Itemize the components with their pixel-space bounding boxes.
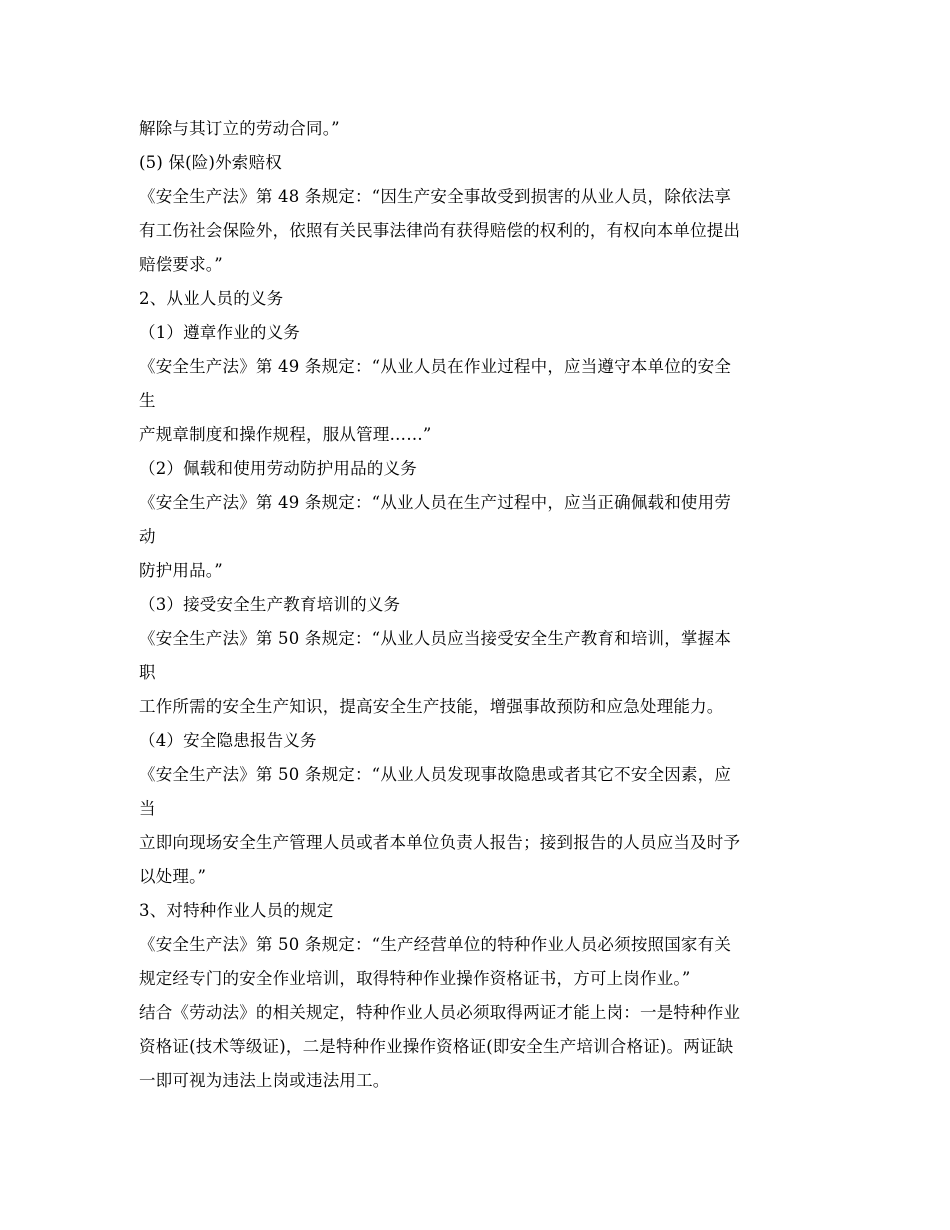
text-line: 资格证(技术等级证)，二是特种作业操作资格证(即安全生产培训合格证)。两证缺 [139, 1037, 734, 1056]
text-line: 生 [139, 391, 156, 410]
text-line: 《安全生产法》第 50 条规定：“生产经营单位的特种作业人员必须按照国家有关 [139, 935, 732, 954]
text-line: 《安全生产法》第 49 条规定：“从业人员在生产过程中，应当正确佩载和使用劳 [139, 493, 732, 512]
section-heading: （3）接受安全生产教育培训的义务 [139, 595, 401, 614]
text-line: 《安全生产法》第 48 条规定：“因生产安全事故受到损害的从业人员，除依法享 [139, 187, 732, 206]
section-heading: （2）佩载和使用劳动防护用品的义务 [139, 459, 417, 478]
text-line: 防护用品。” [139, 561, 223, 580]
section-heading: （4）安全隐患报告义务 [139, 731, 317, 750]
text-line: 赔偿要求。” [139, 255, 223, 274]
text-line: 有工伤社会保险外，依照有关民事法律尚有获得赔偿的权利的，有权向本单位提出 [139, 221, 741, 240]
text-line: 职 [139, 663, 156, 682]
text-line: 解除与其订立的劳动合同。” [139, 119, 340, 138]
text-line: 动 [139, 527, 156, 546]
text-line: 结合《劳动法》的相关规定，特种作业人员必须取得两证才能上岗：一是特种作业 [139, 1003, 741, 1022]
text-line: 立即向现场安全生产管理人员或者本单位负责人报告；接到报告的人员应当及时予 [139, 833, 741, 852]
text-line: 当 [139, 799, 156, 818]
document-page [139, 112, 819, 1098]
text-line: 一即可视为违法上岗或违法用工。 [139, 1071, 390, 1090]
text-line: 以处理。” [139, 867, 207, 886]
text-line: 《安全生产法》第 50 条规定：“从业人员应当接受安全生产教育和培训，掌握本 [139, 629, 732, 648]
section-heading: 3、对特种作业人员的规定 [139, 901, 334, 920]
text-line: 产规章制度和操作规程，服从管理……” [139, 425, 432, 444]
text-line: 工作所需的安全生产知识，提高安全生产技能，增强事故预防和应急处理能力。 [139, 697, 724, 716]
section-heading: (5) 保(险)外索赔权 [139, 153, 282, 172]
text-line: 《安全生产法》第 50 条规定：“从业人员发现事故隐患或者其它不安全因素，应 [139, 765, 732, 784]
text-line: 《安全生产法》第 49 条规定：“从业人员在作业过程中，应当遵守本单位的安全 [139, 357, 732, 376]
text-line: 规定经专门的安全作业培训，取得特种作业操作资格证书，方可上岗作业。” [139, 969, 691, 988]
section-heading: 2、从业人员的义务 [139, 289, 284, 308]
section-heading: （1）遵章作业的义务 [139, 323, 300, 342]
